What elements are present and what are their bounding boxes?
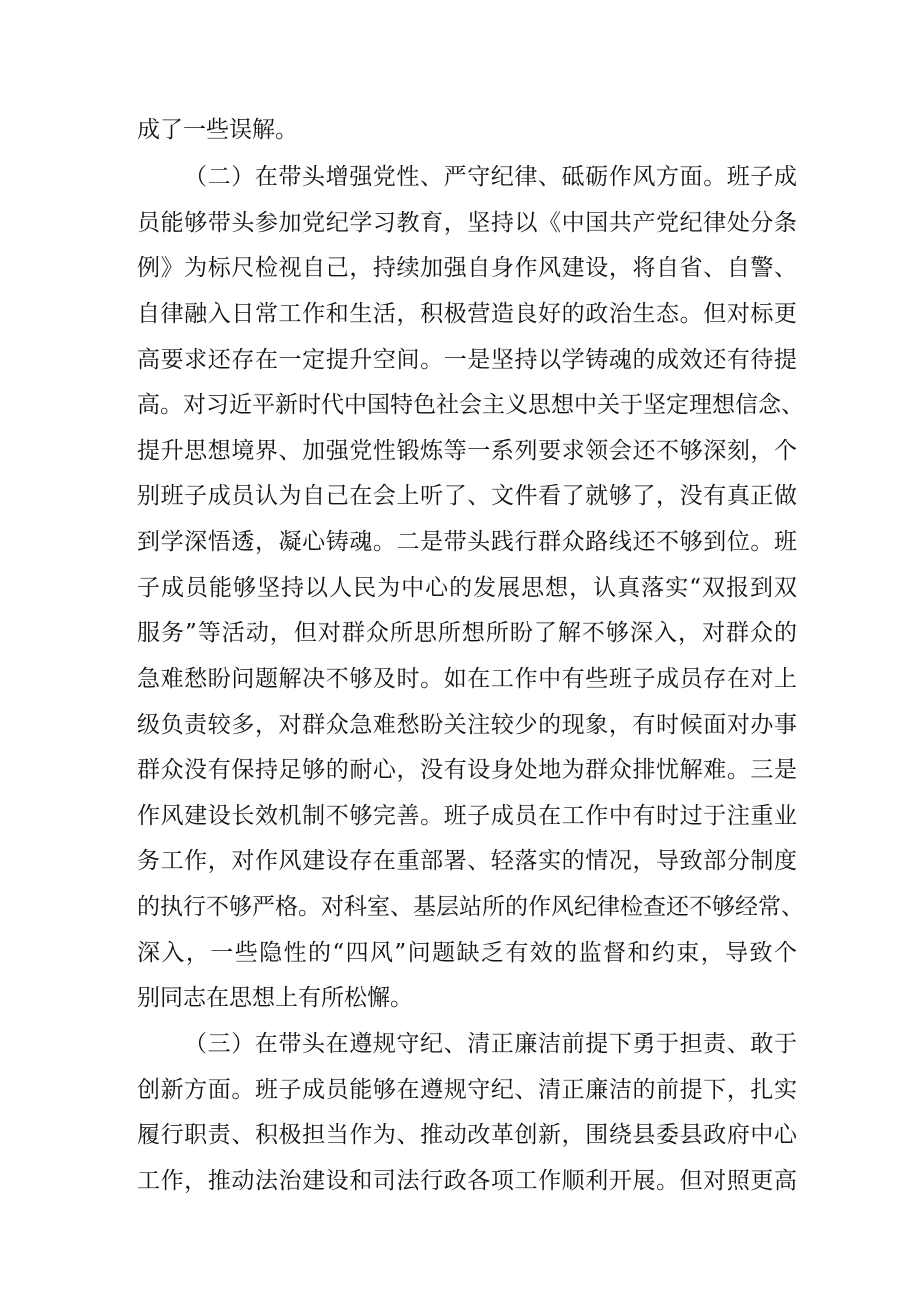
text-line: 工作，推动法治建设和司法行政各项工作顺利开展。但对照更高 bbox=[137, 1168, 797, 1194]
text-line: 群众没有保持足够的耐心，没有设身处地为群众排忧解难。三是 bbox=[137, 757, 797, 783]
text-line: 自律融入日常工作和生活，积极营造良好的政治生态。但对标更 bbox=[137, 301, 797, 327]
text-line: 急难愁盼问题解决不够及时。如在工作中有些班子成员存在对上 bbox=[137, 666, 797, 692]
text-line: 作风建设长效机制不够完善。班子成员在工作中有时过于注重业 bbox=[137, 803, 797, 829]
text-line: 的执行不够严格。对科室、基层站所的作风纪律检查还不够经常、 bbox=[137, 894, 804, 920]
paragraph-heading-line: （三）在带头在遵规守纪、清正廉洁前提下勇于担责、敢于 bbox=[184, 1031, 797, 1057]
text-line: 成了一些误解。 bbox=[137, 117, 298, 143]
paragraph-heading-line: （二）在带头增强党性、严守纪律、砥砺作风方面。班子成 bbox=[184, 164, 797, 190]
text-line: 到学深悟透，凝心铸魂。二是带头践行群众路线还不够到位。班 bbox=[137, 529, 797, 555]
text-line: 履行职责、积极担当作为、推动改革创新，围绕县委县政府中心 bbox=[137, 1122, 797, 1148]
text-line: 员能够带头参加党纪学习教育，坚持以《中国共产党纪律处分条 bbox=[137, 210, 797, 236]
text-line: 务工作，对作风建设存在重部署、轻落实的情况，导致部分制度 bbox=[137, 848, 797, 874]
text-line: 高。对习近平新时代中国特色社会主义思想中关于坚定理想信念、 bbox=[137, 392, 804, 418]
text-line: 深入，一些隐性的“四风”问题缺乏有效的监督和约束，导致个 bbox=[137, 940, 797, 966]
text-line: 高要求还存在一定提升空间。一是坚持以学铸魂的成效还有待提 bbox=[137, 347, 797, 373]
text-line: 级负责较多，对群众急难愁盼关注较少的现象，有时候面对办事 bbox=[137, 712, 797, 738]
text-line: 别同志在思想上有所松懈。 bbox=[137, 985, 413, 1011]
text-line: 子成员能够坚持以人民为中心的发展思想，认真落实“双报到双 bbox=[137, 575, 797, 601]
text-line: 别班子成员认为自己在会上听了、文件看了就够了，没有真正做 bbox=[137, 483, 797, 509]
text-line: 提升思想境界、加强党性锻炼等一系列要求领会还不够深刻，个 bbox=[137, 438, 797, 464]
text-line: 服务”等活动，但对群众所思所想所盼了解不够深入，对群众的 bbox=[137, 620, 797, 646]
text-line: 创新方面。班子成员能够在遵规守纪、清正廉洁的前提下，扎实 bbox=[137, 1077, 797, 1103]
text-line: 例》为标尺检视自己，持续加强自身作风建设，将自省、自警、 bbox=[137, 255, 797, 281]
